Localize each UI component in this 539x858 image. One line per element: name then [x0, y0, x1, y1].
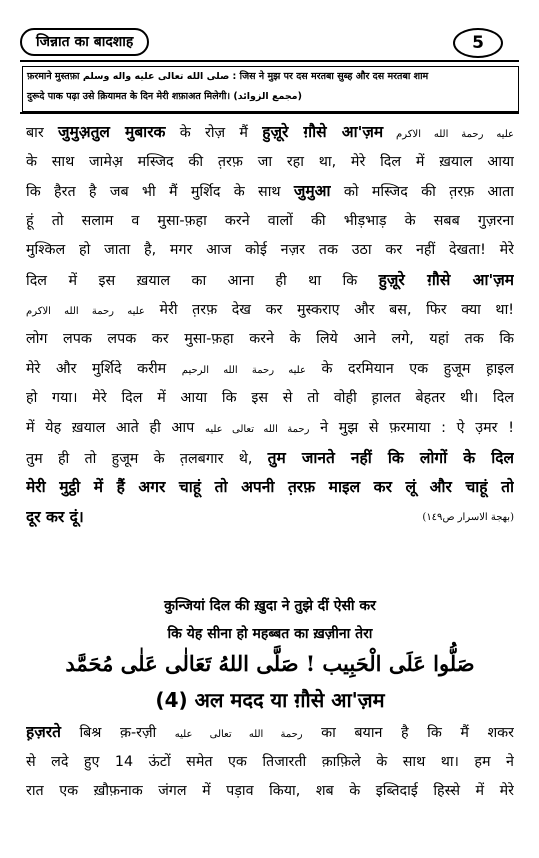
farman-line-1 [23, 67, 518, 87]
farman-box [22, 66, 519, 112]
arabic-blessing: رحمة الله تعالى عليه [204, 423, 310, 435]
farman-line-2: दुरूदे पाक पढ़ा उसे क़ियामत के दिन मेरी शफ़ाअत मिलेगी। (مجمع الزوائد) [27, 91, 302, 102]
bold-text: मेरी मुट्ठी में हैं अगर चाहूं तो अपनी त़रफ़ माइल कर लूं और चाहूं तो [26, 478, 514, 497]
text-span: को मस्जिद की त़रफ़ आता [330, 184, 514, 201]
text-span: में येह ख़याल आते ही आप [26, 419, 205, 436]
arabic-blessing: عليه رحمة الله الرحيم [181, 364, 306, 376]
text-line [26, 118, 514, 148]
farman-text-1: صلى الله تعالى عليه واله وسلم : जिस ने मुझ पर दस मरतबा सुब्ह और दस मरतबा शाम [79, 71, 429, 82]
section-paragraph [26, 718, 514, 807]
arabic-blessing: عليه رحمة الله الاكرم [383, 129, 514, 140]
text-line: रात एक ख़ौफ़नाक जंगल में पड़ाव किया, शब के इब्तिदाई हिस्से में मेरे [26, 783, 514, 800]
main-paragraph [26, 118, 514, 532]
text-span: बिश्र क़-रज़ी [60, 725, 175, 741]
text-span: का बयान है कि मैं शकर [302, 725, 514, 741]
text-line [26, 177, 514, 207]
couplet-line-2: कि येह सीना हो महब्बत का ख़ज़ीना तेरा [167, 626, 373, 642]
header-divider [20, 60, 519, 62]
text-line [26, 266, 514, 296]
text-line [26, 414, 514, 444]
bold-text: तुम जानते नहीं कि लोगों के दिल [267, 448, 514, 467]
text-line [26, 444, 514, 474]
arabic-blessing: عليه رحمة الله الاكرم [26, 305, 145, 317]
text-line [26, 355, 514, 385]
text-line: मुश्किल हो जाता है, मगर आज कोई नज़र तक उठा कर नहीं देखता! मेरे [26, 242, 514, 259]
text-span: मेरी त़रफ़ देख कर मुस्कराए और बस, फिर क्या था! [144, 301, 514, 318]
arabic-blessing: رحمة الله تعالى عليه [174, 729, 303, 740]
text-span: तुम ही तो हुजूम के त़लबगार थे, [26, 450, 268, 467]
text-line: लोग लपक लपक कर मुसा-फ़हा करने के लिये आने लगे, यहां तक कि [26, 331, 514, 348]
text-line [26, 296, 514, 326]
text-span: के रोज़ मैं [165, 125, 263, 141]
bold-text: दूर कर दूं। [26, 507, 84, 526]
text-line [26, 473, 514, 503]
farman-divider [20, 112, 519, 114]
text-span: बार [26, 125, 58, 141]
text-line [26, 718, 514, 748]
page-header [0, 0, 539, 60]
text-span: कि हैरत है जब भी मैं मुर्शिद के साथ [26, 184, 294, 201]
text-line: के साथ जामेअ़ मस्जिद की त़रफ़ जा रहा था, मेरे दिल में ख़याल आया [26, 153, 514, 170]
bold-text: हुज़ूरे ग़ौसे आ'ज़म [262, 123, 384, 141]
bold-text: जुमुआ [293, 182, 331, 201]
couplet-line-1: कुन्जियां दिल की ख़ुदा ने तुझे दीं ऐसी कर [164, 598, 376, 614]
text-line: हूं तो सलाम व मुसा-फ़हा करने वालों की भीड़भाड़ के सबब गुज़रना [26, 212, 514, 229]
text-span: मेरे और मुर्शिदे करीम [26, 360, 182, 377]
reference-citation: (بهجة الاسرار ص١٤٩) [422, 511, 514, 523]
text-span: के दरमियान एक हुजूम ह़ाइल [305, 360, 514, 377]
section-heading: (4) अल मदद या ग़ौसे आ'ज़म [155, 688, 385, 712]
book-title: जिन्नात का बादशाह [20, 28, 149, 56]
bold-text: जुमुअ़तुल मुबारक [57, 123, 166, 141]
bold-text: हुज़ूरे ग़ौसे आ'ज़म [378, 270, 514, 289]
text-line: से लदे हुए 14 ऊंटों समेत एक तिजारती क़ाफ़िले के साथ था। हम ने [26, 753, 514, 770]
farman-label: फ़रमाने मुस्तफ़ा [27, 71, 80, 82]
text-span: ने मुझ से फ़रमाया : ऐ उ़मर ! [309, 419, 514, 436]
text-line: हो गया। मेरे दिल में आया कि इस से तो वोही ह़ालत बेहतर थी। दिल [26, 390, 514, 407]
bold-text: ह़ज़रते [26, 723, 61, 741]
text-line [26, 503, 514, 533]
salat-calligraphy: صَلُّوا عَلَى الْحَبِيب ! صَلَّى اللهُ تَعَالٰى عَلٰى مُحَمَّد [65, 651, 475, 676]
page-number: 5 [453, 28, 503, 58]
text-span: दिल में इस ख़याल का आना ही था कि [26, 272, 379, 289]
